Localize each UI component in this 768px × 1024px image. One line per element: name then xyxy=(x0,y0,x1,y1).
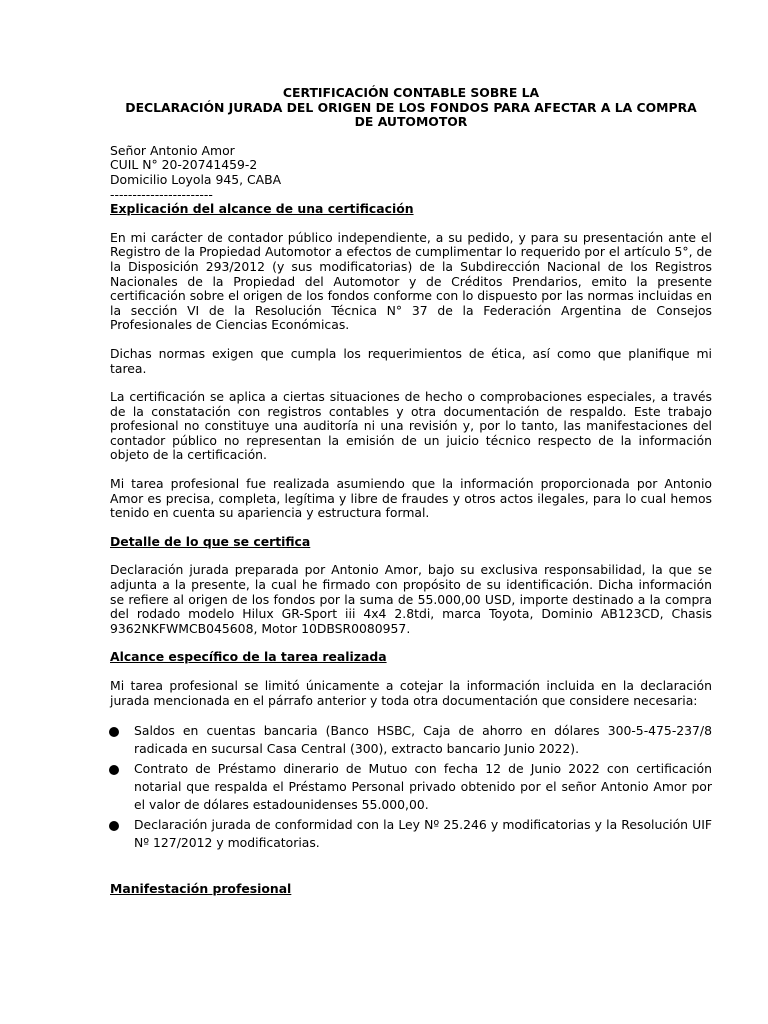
paragraph-declaracion: Declaración jurada preparada por Antonio Amor, bajo su exclusiva responsabilidad, la que se adjunta a la presente, la cual he firmado con propósito de su identificación. Dicha información se refiere al origen de los fondos por la suma de 55.000,00 USD, importe destinado a la compra del rodado modelo Hilux GR-Sport iii 4x4 2.8tdi, marca Toyota, Dominio AB123CD, Chasis 9362NKFWMCB045608, Motor 10DBSR0080957. xyxy=(110,562,712,636)
paragraph-limitacion: Mi tarea profesional se limitó únicamente a cotejar la información incluida en la declaración jurada mencionada en el párrafo anterior y toda otra documentación que considere necesaria: xyxy=(110,678,712,708)
section-heading-detalle: Detalle de lo que se certifica xyxy=(110,533,311,549)
bullet-icon xyxy=(109,765,119,775)
list-item-text: Declaración jurada de conformidad con la Ley Nº 25.246 y modificatorias y la Resolución UIF Nº 127/2012 y modificatorias. xyxy=(134,817,712,850)
addressee-name: Señor Antonio Amor xyxy=(110,142,235,158)
paragraph-tarea: Mi tarea profesional fue realizada asumiendo que la información proporcionada por Antonio Amor es precisa, completa, legítima y libre de fraudes y otros actos ilegales, para lo cual hemos tenido en cuenta su apariencia y estructura formal. xyxy=(110,476,712,521)
bullet-icon xyxy=(109,821,119,831)
list-item-text: Saldos en cuentas bancaria (Banco HSBC, Caja de ahorro en dólares 300-5-475-237/8 radicada en sucursal Casa Central (300), extracto bancario Junio 2022). xyxy=(134,723,712,756)
list-item xyxy=(110,816,712,851)
section-heading-alcance: Explicación del alcance de una certificación xyxy=(110,201,414,217)
addressee-cuil: CUIL N° 20-20741459-2 xyxy=(110,157,258,173)
addressee-address: Domicilio Loyola 945, CABA xyxy=(110,171,282,187)
paragraph-caracter: En mi carácter de contador público independiente, a su pedido, y para su presentación ante el Registro de la Propiedad Automotor a efectos de cumplimentar lo requerido por el artículo 5°, de la Disposición 293/2012 (y sus modificatorias) de la Subdirección Nacional de los Registros Nacionales de la Propiedad del Automotor y de Créditos Prendarios, emito la presente certificación sobre el origen de los fondos conforme con lo dispuesto por las normas incluidas en la sección VI de la Resolución Técnica N° 37 de la Federación Argentina de Consejos Profesionales de Ciencias Económicas. xyxy=(110,229,712,333)
list-item xyxy=(110,760,712,813)
bullet-list xyxy=(110,722,712,851)
section-heading-manifestacion: Manifestación profesional xyxy=(110,881,292,897)
paragraph-normas: Dichas normas exigen que cumpla los requerimientos de ética, así como que planifique mi tarea. xyxy=(110,345,712,376)
list-item xyxy=(110,722,712,757)
bullet-icon xyxy=(109,727,119,737)
document-title-line-3: DE AUTOMOTOR xyxy=(354,114,468,130)
document-body xyxy=(110,86,712,897)
separator-line: ----------------------- xyxy=(110,186,213,202)
paragraph-certificacion: La certificación se aplica a ciertas situaciones de hecho o comprobaciones especiales, a través de la constatación con registros contables y otra documentación de respaldo. Este trabajo profesional no constituye una auditoría ni una revisión y, por lo tanto, las manifestaciones del contador público no representan la emisión de un juicio técnico respecto de la información objeto de la certificación. xyxy=(110,389,712,463)
section-heading-alcance-especifico: Alcance específico de la tarea realizada xyxy=(110,649,387,665)
document-title-line-1: CERTIFICACIÓN CONTABLE SOBRE LA xyxy=(282,85,540,100)
list-item-text: Contrato de Préstamo dinerario de Mutuo con fecha 12 de Junio 2022 con certificación notarial que respalda el Préstamo Personal privado obtenido por el señor Antonio Amor por el valor de dólares estadounidenses 55.000,00. xyxy=(134,761,712,812)
document-title-line-2: DECLARACIÓN JURADA DEL ORIGEN DE LOS FONDOS PARA AFECTAR A LA COMPRA xyxy=(125,99,697,115)
